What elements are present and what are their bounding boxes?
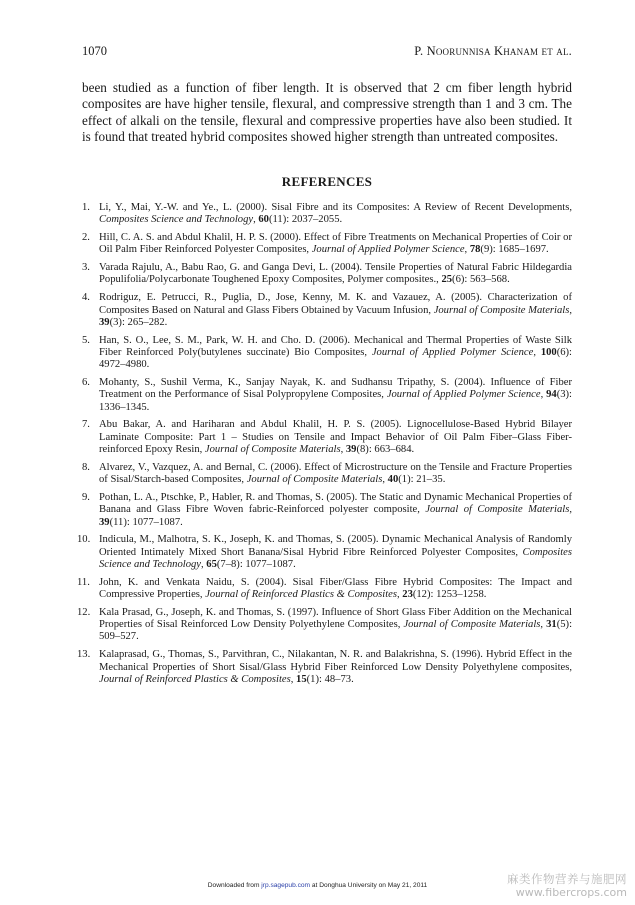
reference-journal: Journal of Composite Materials [425,504,570,516]
reference-number: 2. [82,232,90,244]
watermark-url: www.fibercrops.com [515,886,627,899]
reference-item: 8. Alvarez, V., Vazquez, A. and Bernal, C. (2006). Effect of Microstructure on the Tensile and Fracture Properties of Sisal/Starch-based Composites, Journal of Composite Materials, 40(1): 21–35. [82,461,572,486]
reference-number: 6. [82,377,90,389]
reference-item: 5. Han, S. O., Lee, S. M., Park, W. H. and Cho. D. (2006). Mechanical and Thermal Properties of Waste Silk Fiber Reinforced Poly(butylenes succinate) Bio Composites, Journal of Applied Polymer Science, 100(6): 4972–4980. [82,334,572,371]
reference-pages: (6): 4972–4980. [99,346,572,371]
reference-number: 1. [82,202,90,213]
reference-text: Abu Bakar, A. and Hariharan and Abdul Khalil, H. P. S. (2005). Lignocellulose-Based Hybrid Bilayer Laminate Composite: Part 1 – Studies on Tensile and Impact Behavior of Oil Palm Fiber–Glass Fiber-reinforced Epoxy Resin, [99,419,572,456]
reference-text: Kala Prasad, G., Joseph, K. and Thomas, S. (1997). Influence of Short Glass Fiber Addition on the Mechanical Properties of Sisal Reinforced Low Density Polyethylene Composites, [99,606,572,631]
watermark-title: 麻类作物营养与施肥网 [507,872,627,886]
reference-number: 10. [77,534,91,546]
reference-number: 9. [82,491,90,503]
reference-number: 8. [82,461,90,473]
reference-volume: 39 [99,316,110,328]
reference-number: 7. [82,419,90,431]
reference-pages: (1): 21–35. [398,474,446,486]
reference-text: Kalaprasad, G., Thomas, S., Parvithran, C., Nilakantan, N. R. and Balakrishna, S. (1996). Hybrid Effect in the Mechanical Properties of Short Sisal/Glass Hybrid Fiber Reinforced Low Density Polyethylene composites, [99,649,572,673]
reference-item: 4. Rodriguz, E. Petrucci, R., Puglia, D., Jose, Kenny, M. K. and Vazauez, A. (2005). Characterization of Composites Based on Natural and Glass Fibers Obtained by Vacuum Infusion, Journal of Composite Materials, 39(3): 265–282. [82,292,573,328]
reference-list [77,202,573,692]
reference-journal: Composites Science and Technology [99,546,572,570]
site-watermark [507,873,627,899]
reference-text: Rodriguz, E. Petrucci, R., Puglia, D., Jose, Kenny, M. K. and Vazauez, A. (2005). Characterization of Composites Based on Natural and Glass Fibers Obtained by Vacuum Infusion, [99,292,572,316]
reference-text: Varada Rajulu, A., Babu Rao, G. and Ganga Devi, L. (2004). Tensile Properties of Natural Fabric Hildegardia Populifolia/Polycarbonate Toughened Epoxy Composites, Polymer composites., [99,262,572,286]
reference-volume: 31 [546,619,557,631]
reference-pages: (12): 1253–1258. [412,589,487,601]
references-heading: REFERENCES [281,174,373,189]
reference-volume: 78 [469,244,481,256]
reference-journal: Journal of Applied Polymer Science [311,244,465,256]
body-paragraph: been studied as a function of fiber length. It is observed that 2 cm fiber length hybrid composites are have higher tensile, flexural, and compressive strength than 1 and 3 cm. The effect of alkali on the tensile, flexural and compressive properties have also been studied. It is found that treated hybrid composites showed higher strength than untreated composites. [82,80,572,144]
reference-item: 2. Hill, C. A. S. and Abdul Khalil, H. P. S. (2000). Effect of Fibre Treatments on Mechanical Properties of Coir or Oil Palm Fiber Reinforced Polyester Composites, Journal of Applied Polymer Science, 78(9): 1685–1697. [82,232,572,256]
reference-volume: 100 [540,346,557,358]
reference-journal: Journal of Composite Materials [433,304,570,316]
reference-text: Han, S. O., Lee, S. M., Park, W. H. and Cho. D. (2006). Mechanical and Thermal Properties of Waste Silk Fiber Reinforced Poly(butylenes succinate) Bio Composites, [99,334,572,358]
reference-text: Hill, C. A. S. and Abdul Khalil, H. P. S. (2000). Effect of Fibre Treatments on Mechanical Properties of Coir or Oil Palm Fiber Reinforced Polyester Composites, [99,232,572,256]
reference-journal: Journal of Reinforced Plastics & Composites [99,673,291,685]
reference-text: Indicula, M., Malhotra, S. K., Joseph, K. and Thomas, S. (2005). Dynamic Mechanical Analysis of Randomly Oriented Intimately Mixed Short Banana/Sisal Hybrid Fibre Reinforced Polyester Composites, [99,534,572,558]
reference-journal: Journal of Composite Materials [403,619,541,631]
reference-item: 7. Abu Bakar, A. and Hariharan and Abdul Khalil, H. P. S. (2005). Lignocellulose-Based Hybrid Bilayer Laminate Composite: Part 1 – Studies on Tensile and Impact Behavior of Oil Palm Fiber–Glass Fiber-reinforced Epoxy Resin, Journal of Composite Materials, 39(8): 663–684. [82,419,572,456]
reference-number: 5. [82,334,90,346]
reference-number: 11. [77,576,90,588]
reference-volume: 23 [402,589,413,601]
reference-text: John, K. and Venkata Naidu, S. (2004). Sisal Fiber/Glass Fibre Hybrid Composites: The Impact and Compressive Properties, [99,576,572,601]
reference-journal: Journal of Composite Materials [204,444,341,456]
reference-item [82,262,572,287]
reference-journal: Composites Science and Technology [99,214,254,226]
page-header [82,44,572,62]
reference-volume: 15 [296,673,307,685]
reference-volume: 39 [345,444,357,456]
reference-volume: 40 [387,474,399,486]
page-number: 1070 [82,44,107,58]
reference-text: Alvarez, V., Vazquez, A. and Bernal, C. (2006). Effect of Microstructure on the Tensile and Fracture Properties of Sisal/Starch-based Composites, [99,461,572,486]
reference-pages: (6): 563–568. [452,274,510,286]
reference-pages: (11): 2037–2055. [268,214,343,226]
reference-pages: (5): 509–527. [99,619,573,643]
reference-item: 13. Kalaprasad, G., Thomas, S., Parvithran, C., Nilakantan, N. R. and Balakrishna, S. (1996). Hybrid Effect in the Mechanical Properties of Short Sisal/Glass Hybrid Fiber Reinforced Low Density Polyethylene composites, Journal of Reinforced Plastics & Composites, 15(1): 48–73. [77,649,572,685]
reference-number: 4. [82,292,90,304]
footer-link[interactable]: jrp.sagepub.com [261,882,311,889]
reference-pages: (7–8): 1077–1087. [216,558,296,570]
reference-item: 6. Mohanty, S., Sushil Verma, K., Sanjay Nayak, K. and Sudhansu Tripathy, S. (2004). Influence of Fiber Treatment on the Performance of Sisal Polypropylene Composites, Journal of Applied Polymer Science, 94(3): 1336–1345. [82,377,572,413]
reference-volume: 94 [546,389,557,401]
reference-pages: (11): 1077–1087. [109,516,183,528]
reference-pages: (8): 663–684. [356,444,415,456]
reference-item: 10. Indicula, M., Malhotra, S. K., Joseph, K. and Thomas, S. (2005). Dynamic Mechanical Analysis of Randomly Oriented Intimately Mixed Short Banana/Sisal Hybrid Fibre Reinforced Polyester Composites, Composites Science and Technology, 65(7–8): 1077–1087. [77,534,572,570]
reference-volume: 39 [99,516,110,528]
reference-text: Mohanty, S., Sushil Verma, K., Sanjay Nayak, K. and Sudhansu Tripathy, S. (2004). Influence of Fiber Treatment on the Performance of Sisal Polypropylene Composites, [99,377,572,401]
footer-suffix: at Donghua University on May 21, 2011 [310,882,428,889]
reference-text: Li, Y., Mai, Y.-W. and Ye., L. (2000). Sisal Fibre and its Composites: A Review of Recent Developments, [99,202,572,213]
reference-journal: Journal of Composite Materials [246,474,383,486]
reference-text: Pothan, L. A., Ptschke, P., Habler, R. and Thomas, S. (2005). The Static and Dynamic Mechanical Properties of Banana and Glass Fibre Woven fabric-Reinforced polyester composite, [99,491,572,516]
reference-number: 3. [82,262,90,274]
reference-item: 12. Kala Prasad, G., Joseph, K. and Thomas, S. (1997). Influence of Short Glass Fiber Addition on the Mechanical Properties of Sisal Reinforced Low Density Polyethylene Composites, Journal of Composite Materials, 31(5): 509–527. [77,606,573,643]
reference-pages: (9): 1685–1697. [480,244,549,256]
reference-number: 13. [77,649,91,661]
reference-journal: Journal of Reinforced Plastics & Composites [205,589,397,601]
reference-volume: 65 [206,558,217,570]
reference-journal: Journal of Applied Polymer Science [386,389,541,401]
reference-journal: Journal of Applied Polymer Science [371,346,534,358]
reference-pages: (3): 265–282. [109,316,168,328]
running-head: P. Noorunnisa Khanam et al. [414,44,572,58]
reference-volume: 60 [258,214,269,226]
footer-prefix: Downloaded from [207,882,262,889]
reference-number: 12. [77,606,91,618]
reference-item: 9. Pothan, L. A., Ptschke, P., Habler, R. and Thomas, S. (2005). The Static and Dynamic Mechanical Properties of Banana and Glass Fibre Woven fabric-Reinforced polyester composite, Journal of Composite Materials, 39(11): 1077–1087. [82,491,572,528]
reference-pages: (3): 1336–1345. [99,389,572,413]
reference-pages: (1): 48–73. [306,673,354,685]
reference-item: 1. Li, Y., Mai, Y.-W. and Ye., L. (2000). Sisal Fibre and its Composites: A Review of Recent Developments, Composites Science and Technology, 60(11): 2037–2055. [82,202,572,226]
reference-item: 11. John, K. and Venkata Naidu, S. (2004). Sisal Fiber/Glass Fibre Hybrid Composites: The Impact and Compressive Properties, Journal of Reinforced Plastics & Composites, 23(12): 1253–1258. [77,576,572,601]
reference-volume: 25 [441,274,453,286]
